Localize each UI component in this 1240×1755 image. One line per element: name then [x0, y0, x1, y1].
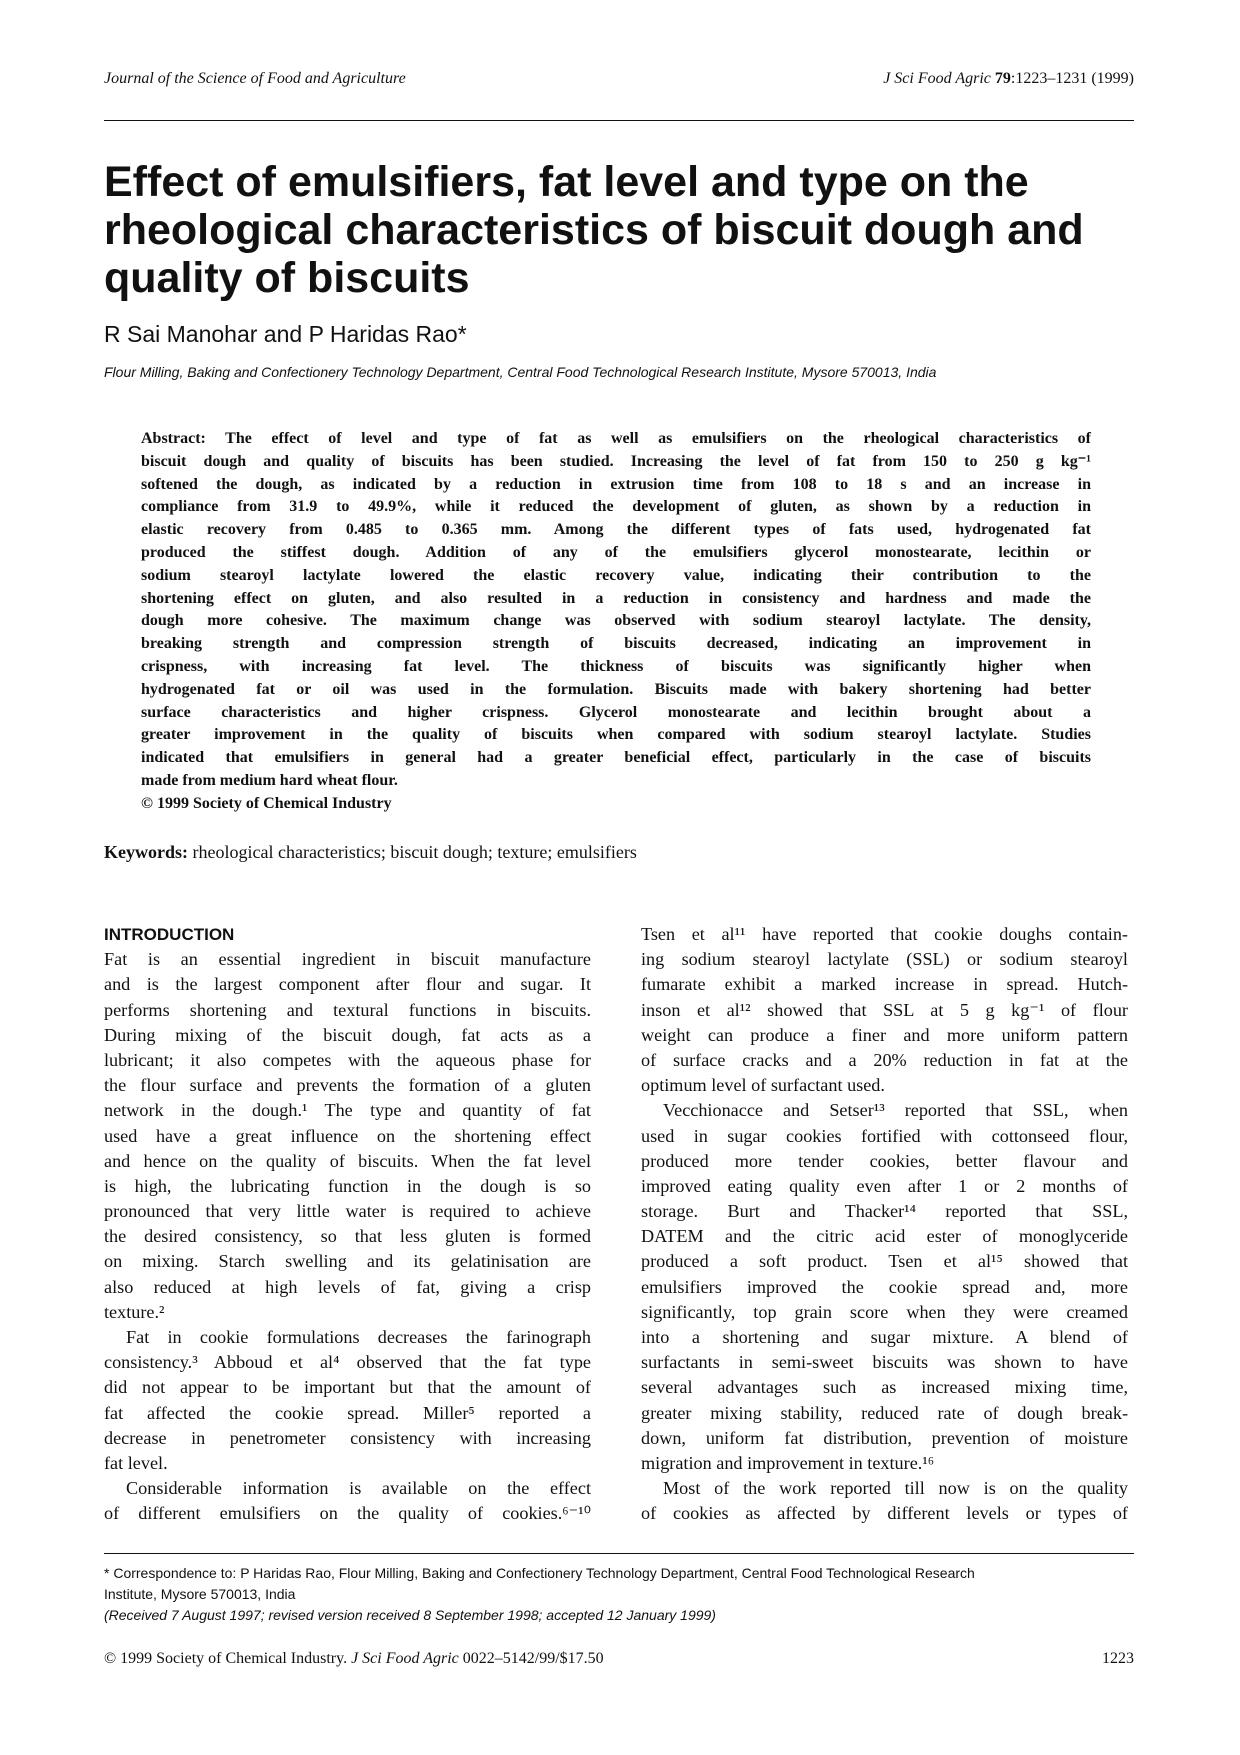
keywords-label: Keywords:	[104, 842, 188, 862]
body-line: produced a soft product. Tsen et al¹⁵ showed that	[641, 1251, 1128, 1272]
abstract-line: produced the stiffest dough. Addition of any of the emulsifiers glycerol monostearate, lecithin or	[141, 543, 1091, 561]
body-line: into a shortening and sugar mixture. A blend of	[641, 1327, 1128, 1347]
section-heading: INTRODUCTION	[104, 925, 235, 944]
body-line: the flour surface and prevents the formation of a gluten	[104, 1075, 591, 1096]
body-line: migration and improvement in texture.¹⁶	[641, 1452, 935, 1473]
footnote-rule	[104, 1553, 1134, 1554]
body-line: consistency.³ Abboud et al⁴ observed that the fat type	[104, 1352, 591, 1373]
body-line: also reduced at high levels of fat, giving a crisp	[104, 1276, 591, 1297]
body-line: and is the largest component after flour and sugar. It	[104, 974, 591, 995]
title-line: Effect of emulsifiers, fat level and type on the	[104, 158, 1029, 206]
abstract-line: greater improvement in the quality of biscuits when compared with sodium stearoyl lactylate. Studies	[141, 726, 1091, 744]
body-line: fat level.	[104, 1452, 168, 1473]
footnote-line	[104, 1605, 1134, 1626]
footer-citation	[104, 1650, 604, 1668]
footnote-line: Institute, Mysore 570013, India	[104, 1586, 296, 1602]
body-line: is high, the lubricating function in the dough is so	[104, 1175, 591, 1196]
abstract-line: compliance from 31.9 to 49.9%, while it reduced the development of gluten, as shown by a reduction in	[141, 498, 1091, 516]
body-line: of cookies as affected by different levels or types of	[641, 1503, 1128, 1524]
body-line: Fat is an essential ingredient in biscuit manufacture	[104, 949, 591, 970]
abstract-line: Abstract: The effect of level and type of fat as well as emulsifiers on the rheological characteristics of	[141, 430, 1091, 447]
body-line: lubricant; it also competes with the aqueous phase for	[104, 1049, 591, 1070]
body-line: weight can produce a finer and more uniform pattern	[641, 1024, 1128, 1045]
affiliation: Flour Milling, Baking and Confectionery Technology Department, Central Food Technological Research Institute, Mysore 570013, India	[104, 364, 937, 380]
abstract-line: elastic recovery from 0.485 to 0.365 mm. Among the different types of fats used, hydrogenated fat	[141, 521, 1091, 539]
abstract-line: indicated that emulsifiers in general had a greater beneficial effect, particularly in the case of biscuits	[141, 749, 1091, 767]
keywords	[104, 842, 637, 863]
footer-issn: 0022–5142/99/$17.50	[462, 1650, 604, 1667]
abstract-line: shortening effect on gluten, and also resulted in a reduction in consistency and hardness and made the	[141, 589, 1091, 607]
abstract-line: biscuit dough and quality of biscuits has been studied. Increasing the level of fat from 150 to 250 g kg⁻¹	[141, 452, 1091, 470]
citation-journal: J Sci Food Agric	[883, 70, 991, 87]
body-line: Vecchionacce and Setser¹³ reported that SSL, when	[663, 1100, 1128, 1121]
page-number: 1223	[1102, 1650, 1134, 1667]
abstract-line: breaking strength and compression strength of biscuits decreased, indicating an improvement in	[141, 635, 1091, 653]
citation-pages: :1223–1231 (1999)	[1010, 70, 1134, 87]
right-column	[641, 922, 1128, 1527]
body-line: did not appear to be important but that the amount of	[104, 1377, 591, 1398]
abstract-line: made from medium hard wheat flour.	[141, 771, 398, 789]
footer-copyright: © 1999 Society of Chemical Industry.	[104, 1650, 348, 1667]
received-dates: (Received 7 August 1997; revised version received 8 September 1998; accepted 12 January 1999)	[104, 1607, 716, 1623]
footer-journal: J Sci Food Agric	[351, 1650, 459, 1667]
body-line: DATEM and the citric acid ester of monoglyceride	[641, 1226, 1128, 1247]
body-line: used in sugar cookies fortified with cottonseed flour,	[641, 1125, 1128, 1146]
keywords-text: rheological characteristics; biscuit dough; texture; emulsifiers	[192, 842, 637, 862]
left-column	[104, 922, 591, 1527]
body-line: improved eating quality even after 1 or 2 months of	[641, 1175, 1128, 1196]
body-line: storage. Burt and Thacker¹⁴ reported that SSL,	[641, 1201, 1128, 1222]
abstract-line: surface characteristics and higher crispness. Glycerol monostearate and lecithin brought about a	[141, 703, 1091, 721]
abstract-copyright: © 1999 Society of Chemical Industry	[141, 794, 392, 812]
body-line: significantly, top grain score when they were creamed	[641, 1301, 1128, 1322]
abstract-line: crispness, with increasing fat level. The thickness of biscuits was significantly higher when	[141, 657, 1091, 675]
body-line: the desired consistency, so that less gluten is formed	[104, 1226, 591, 1247]
body-line: texture.²	[104, 1301, 165, 1322]
citation	[883, 70, 1134, 88]
body-line: used have a great influence on the shortening effect	[104, 1125, 591, 1146]
running-header	[104, 70, 1134, 100]
abstract-line: sodium stearoyl lactylate lowered the elastic recovery value, indicating their contribution to the	[141, 566, 1091, 584]
body-line: optimum level of surfactant used.	[641, 1075, 885, 1096]
abstract	[141, 428, 1091, 816]
article-title	[104, 158, 1144, 302]
body-line: pronounced that very little water is required to achieve	[104, 1201, 591, 1222]
body-line: Most of the work reported till now is on the quality	[663, 1478, 1128, 1499]
body-line: inson et al¹² showed that SSL at 5 g kg⁻¹ of flour	[641, 999, 1128, 1020]
body-line: of different emulsifiers on the quality of cookies.⁶⁻¹⁰	[104, 1503, 591, 1524]
abstract-line: hydrogenated fat or oil was used in the formulation. Biscuits made with bakery shortening had better	[141, 680, 1091, 698]
body-line: Fat in cookie formulations decreases the farinograph	[126, 1327, 591, 1347]
body-line: Considerable information is available on the effect	[126, 1478, 591, 1499]
body-line: and hence on the quality of biscuits. When the fat level	[104, 1150, 591, 1171]
body-line: Tsen et al¹¹ have reported that cookie doughs contain-	[641, 924, 1128, 944]
header-rule	[104, 120, 1134, 121]
body-line: surfactants in semi-sweet biscuits was shown to have	[641, 1352, 1128, 1373]
abstract-line: dough more cohesive. The maximum change was observed with sodium stearoyl lactylate. The density,	[141, 612, 1091, 630]
body-line: fumarate exhibit a marked increase in spread. Hutch-	[641, 974, 1128, 995]
title-line: quality of biscuits	[104, 254, 470, 302]
citation-volume: 79	[994, 70, 1011, 87]
authors: R Sai Manohar and P Haridas Rao*	[104, 321, 467, 347]
footnote	[104, 1563, 1134, 1626]
body-line: produced more tender cookies, better flavour and	[641, 1150, 1128, 1171]
body-line: decrease in penetrometer consistency with increasing	[104, 1427, 591, 1448]
body-line: During mixing of the biscuit dough, fat acts as a	[104, 1024, 591, 1045]
body-line: several advantages such as increased mixing time,	[641, 1377, 1128, 1398]
abstract-line: softened the dough, as indicated by a reduction in extrusion time from 108 to 18 s and an increase in	[141, 475, 1091, 493]
body-line: network in the dough.¹ The type and quantity of fat	[104, 1100, 591, 1121]
body-line: greater mixing stability, reduced rate of dough break-	[641, 1402, 1128, 1423]
body-line: fat affected the cookie spread. Miller⁵ reported a	[104, 1402, 591, 1423]
footnote-line: * Correspondence to: P Haridas Rao, Flour Milling, Baking and Confectionery Technology Department, Central Food Technological Research	[104, 1565, 975, 1581]
body-line: of surface cracks and a 20% reduction in fat at the	[641, 1049, 1128, 1070]
body-line: down, uniform fat distribution, prevention of moisture	[641, 1427, 1128, 1448]
body-line: on mixing. Starch swelling and its gelatinisation are	[104, 1251, 591, 1272]
body-line: performs shortening and textural functions in biscuits.	[104, 999, 591, 1020]
journal-name: Journal of the Science of Food and Agriculture	[104, 70, 406, 87]
body-line: emulsifiers improved the cookie spread and, more	[641, 1276, 1128, 1297]
body-line: ing sodium stearoyl lactylate (SSL) or sodium stearoyl	[641, 949, 1128, 970]
title-line: rheological characteristics of biscuit dough and	[104, 206, 1084, 254]
